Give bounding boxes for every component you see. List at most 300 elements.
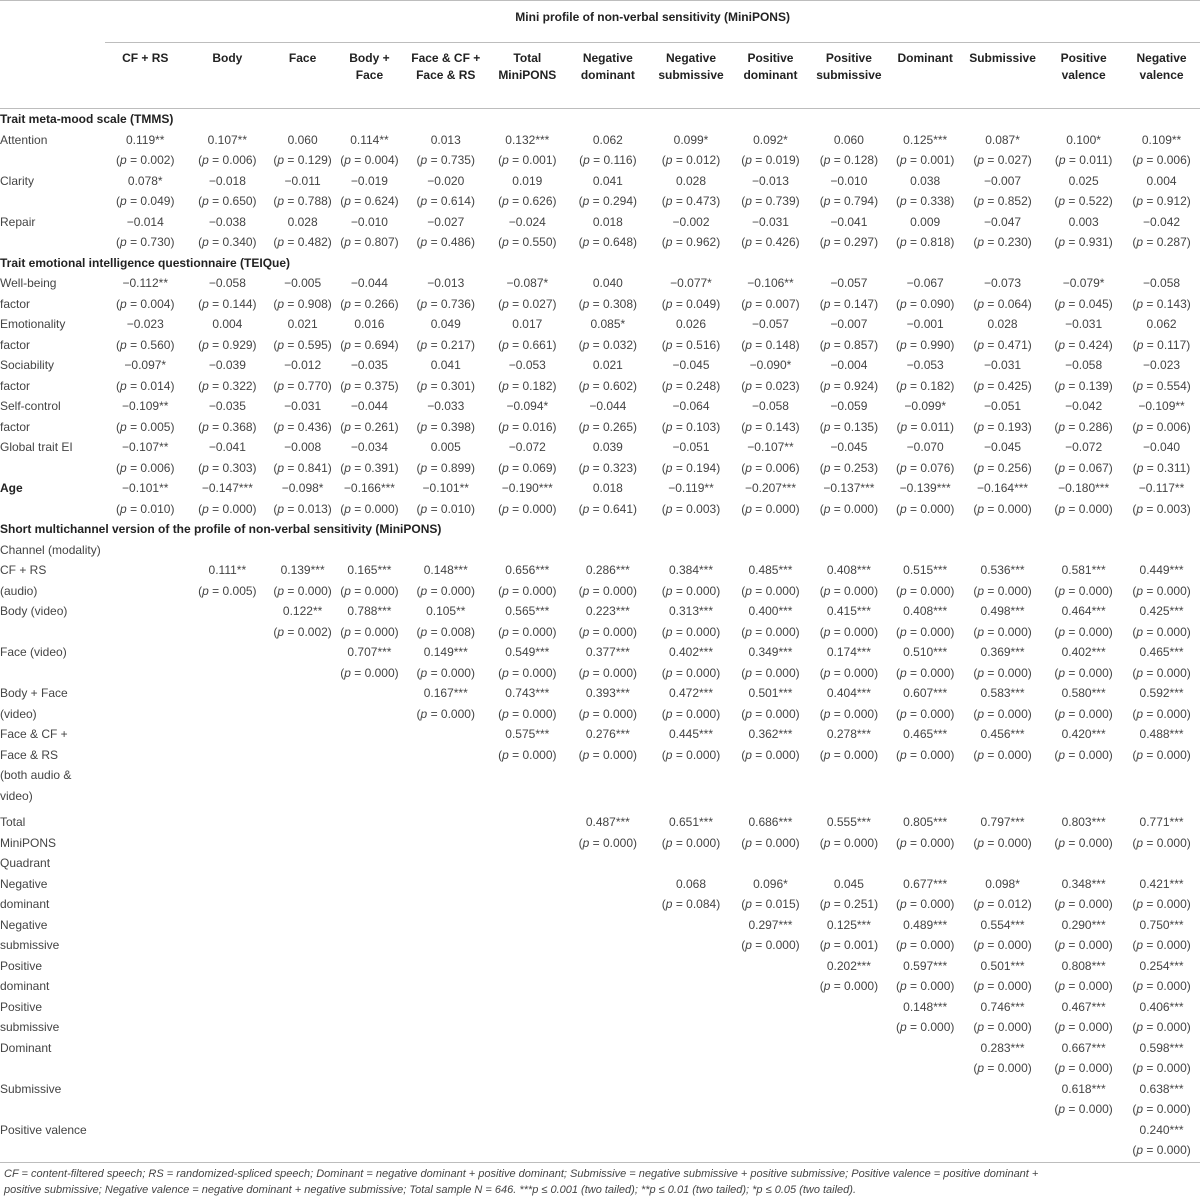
p-value: (p = 0.006) <box>1132 153 1191 167</box>
cell <box>808 601 889 642</box>
p-value: (p = 0.000) <box>819 665 879 680</box>
cell <box>733 874 809 915</box>
p-value: (p = 0.012) <box>661 153 721 167</box>
p-value: (p = 0.143) <box>741 419 800 434</box>
p-value: (p = 0.143) <box>1132 296 1191 311</box>
p-value: (p = 0.000) <box>578 665 638 680</box>
correlation-value: 0.003 <box>1068 214 1099 229</box>
correlation-value: −0.041 <box>208 440 246 454</box>
p-value: (p = 0.000) <box>1054 835 1113 850</box>
table-row <box>0 314 1200 355</box>
empty-cell <box>488 997 566 1038</box>
empty-cell <box>185 915 269 956</box>
cell <box>403 642 488 683</box>
correlation-value: 0.467*** <box>1061 999 1106 1014</box>
footnote-line-2: positive submissive; Negative valence = negative dominant + negative submissive; Total sample N = 646. ***p ≤ 0.001 (two tailed); **p ≤ 0.01 (two tailed); *p ≤ 0.05 (two tailed). <box>4 1183 857 1196</box>
cell <box>1044 437 1123 478</box>
correlation-value: −0.053 <box>906 358 944 372</box>
p-value: (p = 0.248) <box>661 378 721 393</box>
cell <box>105 314 185 355</box>
empty-cell <box>105 812 185 853</box>
p-value: (p = 0.084) <box>661 897 721 911</box>
cell <box>961 874 1044 915</box>
correlation-value: −0.007 <box>830 317 868 331</box>
empty-cell <box>1044 1120 1123 1161</box>
correlation-value: −0.087* <box>506 276 549 290</box>
empty-cell <box>733 956 809 997</box>
empty-cell <box>649 1038 732 1079</box>
cell <box>1123 212 1200 253</box>
stub-header <box>0 1 105 43</box>
p-value: (p = 0.000) <box>973 583 1032 598</box>
correlation-value: −0.101** <box>422 481 469 495</box>
cell <box>808 396 889 437</box>
cell <box>185 478 269 519</box>
row-label-line: Emotionality <box>0 317 66 331</box>
cell <box>961 642 1044 683</box>
correlation-value: −0.097* <box>124 358 167 372</box>
p-value: (p = 0.129) <box>273 153 332 167</box>
cell <box>889 130 961 171</box>
p-value: (p = 0.000) <box>741 706 800 721</box>
p-value: (p = 0.067) <box>1054 460 1113 475</box>
cell <box>1044 601 1123 642</box>
row-label-line: Sociability <box>0 358 55 372</box>
p-value: (p = 0.899) <box>416 460 475 475</box>
empty-cell <box>105 683 185 724</box>
p-value: (p = 0.000) <box>896 706 955 721</box>
correlation-value: −0.057 <box>830 276 868 290</box>
correlation-value: −0.018 <box>208 173 246 188</box>
cell <box>649 683 732 724</box>
cell <box>889 812 961 853</box>
correlation-value: −0.033 <box>427 399 465 413</box>
correlation-value: 0.598*** <box>1139 1040 1184 1055</box>
row-label-line: Global trait EI <box>0 440 73 454</box>
cell <box>105 355 185 396</box>
correlation-value: −0.051 <box>672 440 710 454</box>
empty-cell <box>889 1038 961 1079</box>
cell <box>889 355 961 396</box>
p-value: (p = 0.251) <box>819 897 879 911</box>
correlation-value: 0.004 <box>1146 173 1177 188</box>
correlation-value: 0.465*** <box>1139 645 1184 659</box>
cell <box>336 130 403 171</box>
cell <box>961 915 1044 956</box>
table-row <box>0 683 1200 724</box>
p-value: (p = 0.000) <box>498 665 557 680</box>
empty-cell <box>269 874 335 915</box>
row-label <box>0 683 105 724</box>
cell <box>961 314 1044 355</box>
correlation-value: 0.618*** <box>1061 1081 1106 1096</box>
cell <box>1123 1038 1200 1079</box>
correlation-value: 0.174*** <box>826 645 871 659</box>
row-label-line: (audio) <box>0 583 38 598</box>
empty-cell <box>105 1079 185 1120</box>
p-value: (p = 0.000) <box>1132 1102 1191 1116</box>
correlation-value: −0.044 <box>589 399 627 413</box>
table-row <box>0 642 1200 683</box>
p-value: (p = 0.193) <box>973 419 1032 434</box>
empty-cell <box>105 915 185 956</box>
empty-cell <box>185 874 269 915</box>
cell <box>488 212 566 253</box>
correlation-value: 0.464*** <box>1061 604 1106 618</box>
footnote-line-1: CF = content-filtered speech; RS = randomized-spliced speech; Dominant = negative dominant + positive dominant; Submissive = negative submissive + positive submissive; Positive valence = positive dominant + <box>4 1167 1039 1180</box>
empty-cell <box>336 683 403 724</box>
correlation-value: −0.023 <box>126 317 164 331</box>
cell <box>403 212 488 253</box>
cell <box>1123 171 1200 212</box>
empty-cell <box>185 1120 269 1161</box>
correlation-value: 0.111** <box>208 563 247 577</box>
correlation-value: 0.283*** <box>980 1040 1025 1055</box>
row-label <box>0 915 105 956</box>
row-label <box>0 273 105 314</box>
correlation-value: 0.686*** <box>748 815 793 829</box>
p-value: (p = 0.471) <box>973 337 1032 352</box>
correlation-value: −0.024 <box>508 214 546 229</box>
p-value: (p = 0.000) <box>416 665 475 680</box>
p-value: (p = 0.230) <box>973 235 1032 249</box>
cell <box>1123 1120 1200 1161</box>
table-row <box>0 601 1200 642</box>
cell <box>105 171 185 212</box>
cell <box>961 601 1044 642</box>
cell <box>808 273 889 314</box>
cell <box>403 314 488 355</box>
correlation-value: 0.119** <box>126 132 165 147</box>
cell <box>403 396 488 437</box>
p-value: (p = 0.841) <box>273 460 332 475</box>
cell <box>336 314 403 355</box>
table-row <box>0 396 1200 437</box>
cell <box>336 560 403 601</box>
empty-cell <box>336 1038 403 1079</box>
cell <box>403 171 488 212</box>
group-label: Quadrant <box>0 856 51 870</box>
table-row <box>0 212 1200 253</box>
p-value: (p = 0.076) <box>896 460 955 475</box>
cell <box>808 437 889 478</box>
correlation-value: −0.008 <box>284 440 322 454</box>
p-value: (p = 0.064) <box>973 296 1032 311</box>
correlation-value: −0.058 <box>1143 276 1181 290</box>
correlation-value: 0.148*** <box>423 563 468 577</box>
correlation-value: 0.583*** <box>980 686 1025 700</box>
cell <box>488 478 566 519</box>
p-value: (p = 0.261) <box>340 419 399 434</box>
correlation-value: 0.805*** <box>903 815 948 829</box>
empty-cell <box>269 997 335 1038</box>
p-value: (p = 0.962) <box>661 235 721 249</box>
correlation-value: 0.377*** <box>585 645 630 659</box>
p-value: (p = 0.000) <box>661 624 721 639</box>
cell <box>185 171 269 212</box>
p-value: (p = 0.626) <box>498 194 557 208</box>
p-value: (p = 0.007) <box>741 296 800 311</box>
cell <box>566 130 649 171</box>
row-label-line: Positive <box>0 999 43 1014</box>
p-value: (p = 0.560) <box>116 337 175 352</box>
p-value: (p = 0.486) <box>416 235 475 249</box>
correlation-value: 0.393*** <box>585 686 630 700</box>
correlation-value: −0.010 <box>350 214 388 229</box>
correlation-value: −0.010 <box>830 173 868 188</box>
p-value: (p = 0.000) <box>340 665 399 680</box>
table-row <box>0 812 1200 853</box>
row-label-line: dominant <box>0 897 50 911</box>
section-title: Trait emotional intelligence questionnaire (TEIQue) <box>0 255 291 270</box>
correlation-value: 0.536*** <box>980 563 1025 577</box>
p-value: (p = 0.000) <box>661 835 721 850</box>
p-value: (p = 0.694) <box>340 337 399 352</box>
column-header: Negative valence <box>1123 43 1200 109</box>
correlation-value: 0.028 <box>987 317 1018 331</box>
correlation-value: −0.040 <box>1143 440 1181 454</box>
p-value: (p = 0.000) <box>578 624 638 639</box>
empty-cell <box>336 956 403 997</box>
cell <box>488 396 566 437</box>
correlation-value: 0.149*** <box>423 645 468 659</box>
row-label-line: factor <box>0 419 31 434</box>
cell <box>733 915 809 956</box>
cell <box>566 724 649 812</box>
correlation-value: 0.498*** <box>980 604 1025 618</box>
correlation-value: −0.109** <box>122 399 169 413</box>
row-label <box>0 724 105 812</box>
empty-cell <box>269 683 335 724</box>
p-value: (p = 0.311) <box>1132 460 1191 475</box>
p-value: (p = 0.000) <box>1132 624 1191 639</box>
correlation-value: −0.013 <box>427 276 465 290</box>
cell <box>889 724 961 812</box>
p-value: (p = 0.000) <box>973 979 1032 993</box>
cell <box>733 355 809 396</box>
correlation-value: −0.031 <box>284 399 322 413</box>
empty-cell <box>185 1038 269 1079</box>
p-value: (p = 0.006) <box>198 153 257 167</box>
empty-cell <box>403 997 488 1038</box>
cell <box>566 171 649 212</box>
p-value: (p = 0.857) <box>819 337 879 352</box>
cell <box>269 396 335 437</box>
p-value: (p = 0.735) <box>416 153 475 167</box>
cell <box>336 396 403 437</box>
correlation-value: 0.743*** <box>505 686 550 700</box>
correlation-value: 0.580*** <box>1061 686 1106 700</box>
p-value: (p = 0.398) <box>416 419 475 434</box>
cell <box>269 273 335 314</box>
p-value: (p = 0.000) <box>578 747 638 762</box>
p-value: (p = 0.287) <box>1132 235 1191 249</box>
p-value: (p = 0.000) <box>1054 1061 1113 1075</box>
cell <box>1044 560 1123 601</box>
p-value: (p = 0.000) <box>896 583 955 598</box>
column-header: Positive dominant <box>733 43 809 109</box>
empty-cell <box>336 724 403 812</box>
correlation-value: 0.750*** <box>1139 917 1184 932</box>
correlation-value: 0.039 <box>592 440 623 454</box>
p-value: (p = 0.000) <box>1132 665 1191 680</box>
p-value: (p = 0.000) <box>661 747 721 762</box>
correlation-value: 0.009 <box>910 214 941 229</box>
correlation-value: −0.166*** <box>343 481 395 495</box>
correlation-value: 0.384*** <box>668 563 714 577</box>
p-value: (p = 0.005) <box>116 419 175 434</box>
cell <box>649 171 732 212</box>
cell <box>961 683 1044 724</box>
empty-cell <box>105 956 185 997</box>
correlation-value: 0.656*** <box>505 563 550 577</box>
empty-cell <box>185 1079 269 1120</box>
cell <box>566 478 649 519</box>
cell <box>105 478 185 519</box>
correlation-value: 0.202*** <box>826 958 871 973</box>
p-value: (p = 0.648) <box>578 235 638 249</box>
cell <box>269 212 335 253</box>
p-value: (p = 0.000) <box>498 583 557 598</box>
p-value: (p = 0.338) <box>896 194 955 208</box>
row-label-line: (both audio & <box>0 768 72 782</box>
p-value: (p = 0.294) <box>578 194 638 208</box>
cell <box>105 130 185 171</box>
row-label-line: dominant <box>0 979 50 993</box>
empty-cell <box>733 1120 809 1161</box>
correlation-value: −0.031 <box>984 358 1022 372</box>
empty-cell <box>808 1038 889 1079</box>
p-value: (p = 0.000) <box>1054 1102 1113 1116</box>
correlation-value: 0.638*** <box>1139 1081 1184 1096</box>
empty-cell <box>808 1120 889 1161</box>
correlation-value: 0.510*** <box>903 645 948 659</box>
cell <box>961 355 1044 396</box>
cell <box>566 396 649 437</box>
empty-cell <box>403 874 488 915</box>
p-value: (p = 0.924) <box>819 378 879 393</box>
correlation-value: 0.707*** <box>347 645 392 659</box>
p-value: (p = 0.788) <box>273 194 332 208</box>
correlation-value: −0.042 <box>1143 214 1181 229</box>
cell <box>1123 273 1200 314</box>
p-value: (p = 0.000) <box>973 706 1032 721</box>
p-value: (p = 0.908) <box>273 296 332 311</box>
correlation-value: 0.348*** <box>1061 876 1106 891</box>
correlation-value: 0.803*** <box>1061 815 1106 829</box>
empty-cell <box>105 642 185 683</box>
correlation-value: 0.013 <box>430 132 461 147</box>
cell <box>649 314 732 355</box>
correlation-value: 0.313*** <box>668 604 714 618</box>
correlation-value: 0.114** <box>350 132 389 147</box>
p-value: (p = 0.595) <box>273 337 332 352</box>
table-row <box>0 956 1200 997</box>
empty-cell <box>105 724 185 812</box>
correlation-value: 0.667*** <box>1061 1040 1106 1055</box>
correlation-value: 0.025 <box>1068 173 1099 188</box>
cell <box>889 396 961 437</box>
p-value: (p = 0.000) <box>1054 624 1113 639</box>
cell <box>488 642 566 683</box>
p-value: (p = 0.375) <box>340 378 399 393</box>
p-value: (p = 0.614) <box>416 194 475 208</box>
p-value: (p = 0.000) <box>198 501 257 516</box>
p-value: (p = 0.016) <box>498 419 557 434</box>
p-value: (p = 0.807) <box>340 235 399 249</box>
cell <box>808 212 889 253</box>
cell <box>336 437 403 478</box>
p-value: (p = 0.000) <box>1054 747 1113 762</box>
p-value: (p = 0.000) <box>578 706 638 721</box>
p-value: (p = 0.000) <box>1132 706 1191 721</box>
cell <box>1123 997 1200 1038</box>
p-value: (p = 0.148) <box>741 337 800 352</box>
correlation-value: 0.105** <box>426 604 466 618</box>
p-value: (p = 0.005) <box>198 583 257 598</box>
empty-cell <box>566 1079 649 1120</box>
correlation-value: 0.581*** <box>1061 563 1106 577</box>
table-row <box>0 997 1200 1038</box>
p-value: (p = 0.000) <box>416 706 475 721</box>
p-value: (p = 0.473) <box>661 194 721 208</box>
row-label <box>0 560 105 601</box>
row-label-line: factor <box>0 296 31 311</box>
correlation-value: −0.090* <box>749 358 792 372</box>
empty-cell <box>649 1079 732 1120</box>
cell <box>403 437 488 478</box>
cell <box>889 915 961 956</box>
correlation-value: −0.004 <box>830 358 868 372</box>
cell <box>566 314 649 355</box>
cell <box>1123 915 1200 956</box>
p-value: (p = 0.000) <box>1132 1061 1191 1075</box>
empty-cell <box>488 874 566 915</box>
cell <box>733 437 809 478</box>
cell <box>1044 724 1123 812</box>
empty-cell <box>808 997 889 1038</box>
correlation-value: 0.041 <box>430 358 461 372</box>
cell <box>1123 396 1200 437</box>
p-value: (p = 0.000) <box>1054 583 1113 598</box>
correlation-value: 0.592*** <box>1139 686 1184 700</box>
correlation-value: 0.068 <box>675 876 707 891</box>
correlation-value: 0.100* <box>1066 132 1101 147</box>
correlation-value: −0.014 <box>126 214 164 229</box>
column-header: Body + Face <box>336 43 403 109</box>
p-value: (p = 0.000) <box>1132 938 1191 952</box>
empty-cell <box>185 812 269 853</box>
cell <box>961 273 1044 314</box>
empty-cell <box>566 915 649 956</box>
cell <box>185 396 269 437</box>
p-value: (p = 0.027) <box>498 296 557 311</box>
p-value: (p = 0.000) <box>498 501 557 516</box>
p-value: (p = 0.144) <box>198 296 257 311</box>
correlation-value: −0.005 <box>284 276 322 290</box>
empty-cell <box>566 874 649 915</box>
cell <box>649 724 732 812</box>
empty-cell <box>488 956 566 997</box>
empty-cell <box>105 997 185 1038</box>
p-value: (p = 0.000) <box>498 706 557 721</box>
p-value: (p = 0.000) <box>896 1020 955 1034</box>
p-value: (p = 0.436) <box>273 419 332 434</box>
correlation-value: −0.044 <box>350 399 388 413</box>
p-value: (p = 0.000) <box>973 747 1032 762</box>
cell <box>961 560 1044 601</box>
correlation-value: 0.549*** <box>505 645 550 659</box>
